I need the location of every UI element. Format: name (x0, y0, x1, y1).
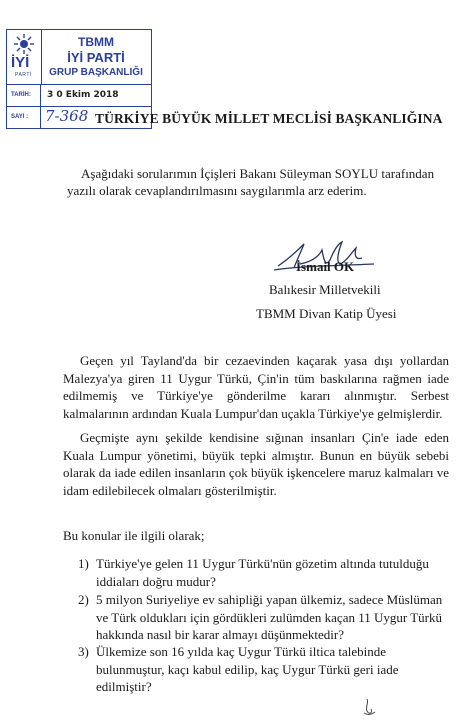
questions-intro: Bu konular ile ilgili olarak; (63, 528, 205, 543)
question-text: 5 milyon Suriyeliye ev sahipliği yapan ülkemiz, sadece Müslüman ve Türk oldukları için gördükleri zulümden kaçan 11 Uygur Türkü hakkında nasıl bir karar almayı düşünmektedir? (96, 592, 443, 642)
number-value: 7-368 (45, 107, 89, 125)
question-number: 1) (78, 556, 89, 571)
signer-name: İsmail OK (296, 259, 355, 274)
party-logo (7, 30, 42, 85)
intro-line-2: yazılı olarak cevaplandırılmasını saygılarımla arz ederim. (67, 183, 367, 198)
question-item-1 (78, 555, 453, 590)
org-line-2: İYİ PARTİ (67, 50, 125, 65)
question-list (78, 591, 453, 644)
signer-role-1: Balıkesir Milletvekili (269, 282, 381, 297)
number-label: SAYI : (7, 107, 41, 128)
org-line-3: GRUP BAŞKANLIĞI (49, 67, 143, 78)
signer-role-2: TBMM Divan Katip Üyesi (256, 306, 397, 321)
question-text: Ülkemize son 16 yılda kaç Uygur Türkü iltica talebinde bulunmuştur, kaçı kabul edilip, kaç Uygur Türkü geri iade edilmiştir? (96, 644, 399, 694)
question-list (78, 555, 453, 590)
sun-icon (13, 34, 35, 54)
logo-word: İYİ (11, 54, 30, 71)
date-value: 3 0 Ekim 2018 (47, 90, 119, 100)
page-initial-mark (361, 697, 377, 717)
question-list (78, 643, 453, 696)
question-number: 2) (78, 592, 89, 607)
body-paragraph-1: Geçen yıl Tayland'da bir cezaevinden kaçarak yasa dışı yollardan Malezya'ya giren 11 Uygur Türkü, Çin'in tüm baskılarına rağmen iade edilmemiş ve Türkiye'ye gönderilme kararı alınmıştır. Serbest kalmalarının ardından Kuala Lumpur'dan uçakla Türkiye'ye gelmişlerdir. (63, 353, 449, 421)
body-paragraph-2: Geçmişte aynı şekilde kendisine sığınan insanları Çin'e iade eden Kuala Lumpur yönetimi, büyük tepki almıştır. Bunun en büyük sebebi olarak da iade edilen insanların çok büyük işkencelere maruz kalmaları ve idam edilebilecek olmaları gösterilmiştir. (63, 430, 449, 498)
question-text: Türkiye'ye gelen 11 Uygur Türkü'nün gözetim altında tutulduğu iddiaları doğru mudur? (96, 556, 429, 589)
stamp-organization (41, 30, 151, 85)
question-number: 3) (78, 644, 89, 659)
document-title: TÜRKİYE BÜYÜK MİLLET MECLİSİ BAŞKANLIĞINA (95, 111, 443, 126)
stamp-date-row (7, 85, 151, 107)
question-item-3 (78, 643, 453, 696)
intro-line-1: Aşağıdaki sorularımın İçişleri Bakanı Süleyman SOYLU tarafından (81, 166, 435, 181)
question-item-2 (78, 591, 453, 644)
date-label: TARİH: (7, 85, 41, 106)
org-line-1: TBMM (78, 35, 114, 49)
logo-subtext: PARTİ (15, 72, 32, 78)
